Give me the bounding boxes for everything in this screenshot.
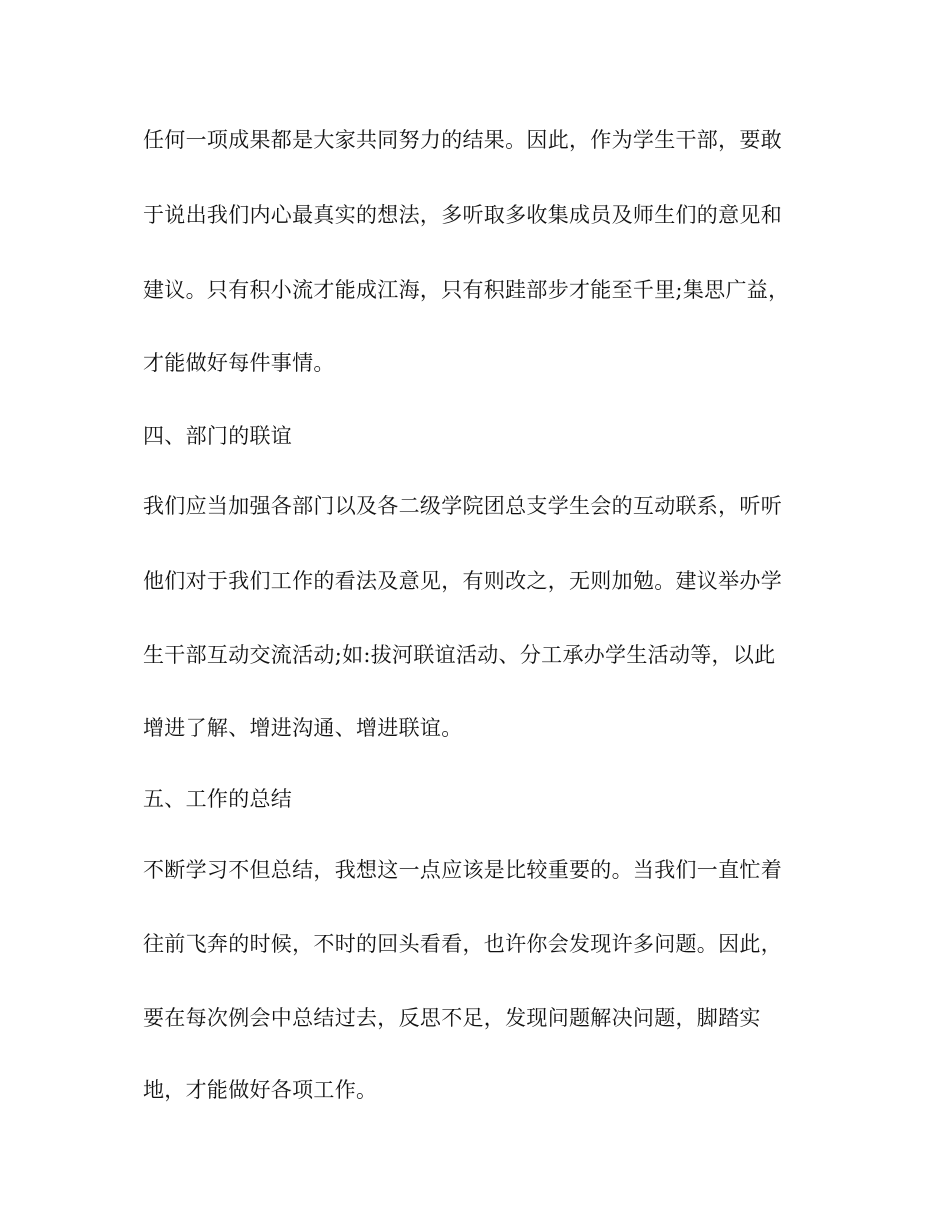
paragraph-line: 才能做好每件事情。: [143, 351, 335, 375]
paragraph-line: 地，才能做好各项工作。: [143, 1078, 378, 1102]
paragraph-line: 他们对于我们工作的看法及意见，有则改之，无则加勉。建议举办学: [143, 569, 782, 593]
paragraph-line: 不断学习不但总结，我想这一点应该是比较重要的。当我们一直忙着: [143, 858, 782, 882]
paragraph-line: 于说出我们内心最真实的想法，多听取多收集成员及师生们的意见和: [143, 203, 782, 227]
paragraph-line: 任何一项成果都是大家共同努力的结果。因此，作为学生干部，要敢: [143, 128, 782, 152]
paragraph-line: 往前飞奔的时候，不时的回头看看，也许你会发现许多问题。因此，: [143, 932, 782, 956]
paragraph-line: 要在每次例会中总结过去，反思不足，发现问题解决问题，脚踏实: [143, 1006, 761, 1030]
paragraph-line: 我们应当加强各部门以及各二级学院团总支学生会的互动联系，听听: [143, 494, 782, 518]
section-heading: 五、工作的总结: [143, 787, 293, 811]
paragraph-line: 增进了解、增进沟通、增进联谊。: [143, 716, 463, 740]
section-heading: 四、部门的联谊: [143, 424, 293, 448]
paragraph-line: 生干部互动交流活动;如:拔河联谊活动、分工承办学生活动等，以此: [143, 643, 776, 667]
paragraph-line: 建议。只有积小流才能成江海，只有积跬部步才能至千里;集思广益，: [143, 278, 790, 302]
